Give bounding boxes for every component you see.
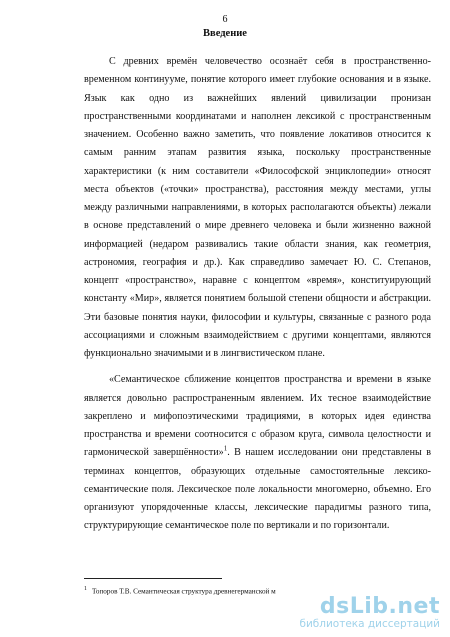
- footnote-reference[interactable]: 1: [223, 444, 228, 453]
- section-heading: Введение: [203, 28, 247, 39]
- paragraph-2-text-start: «Семантическое сближение концептов пространства и времени в языке является довольно распространенным явлением. Их тесное взаимодействие закреплено и мифопоэтическими традициями, в которых идея единства пространства и времени соотносится с образом круга, символа целостности и гармонической завершённости»: [84, 374, 431, 459]
- footnote-separator: [84, 578, 222, 579]
- paragraph-1: [84, 53, 431, 363]
- document-body: [84, 53, 431, 536]
- footnote-text: Топоров Т.В. Семантическая структура древнегерманской м: [92, 587, 276, 596]
- footnote: [84, 586, 314, 595]
- watermark-caption: библиотека диссертаций: [299, 618, 440, 630]
- paragraph-1-text: С древних времён человечество осознаёт себя в пространственно-временном континууме, понятие которого имеет глубокие основания и в языке. Язык как одно из важнейших явлений цивилизации пронизан пространственными координатами и наполнен лексикой с пространственным значением. Особенно важно заметить, что появление локативов относится к самым ранним этапам развития языка, поскольку пространственные характеристики (к ним составители «Философской энциклопедии» относят места объектов («точки» пространства), расстояния между местами, углы между различными направлениями, в которых располагаются объекты) лежали в основе представлений о мире древнего человека и были жизненно важной информацией (недаром развивались такие области знания, как геометрия, астрономия, география и др.). Как справедливо замечает Ю. С. Степанов, концепт «пространство», наравне с концептом «время», конституирующий константу «Мир», является понятием большой степени общности и абстракции. Эти базовые понятия науки, философии и культуры, связанные с разного рода ассоциациями и сложным взаимодействием с другими концептами, являются функционально значимыми и в лингвистическом плане.: [84, 56, 431, 359]
- paragraph-2-text-end: . В нашем исследовании они представлены в терминах концептов, образующих отдельные самостоятельные лексико-семантические поля. Лексическое поле локальности многомерно, объемно. Его организуют упорядоченные классы, лексические парадигмы разного типа, структурирующие семантическое поле по вертикали и по горизонтали.: [84, 447, 431, 532]
- paragraph-2: [84, 371, 431, 535]
- footnote-number: 1: [84, 586, 87, 592]
- watermark-logo: dsLib.net: [319, 594, 440, 619]
- page-number: 6: [222, 14, 228, 25]
- watermark: [299, 596, 440, 631]
